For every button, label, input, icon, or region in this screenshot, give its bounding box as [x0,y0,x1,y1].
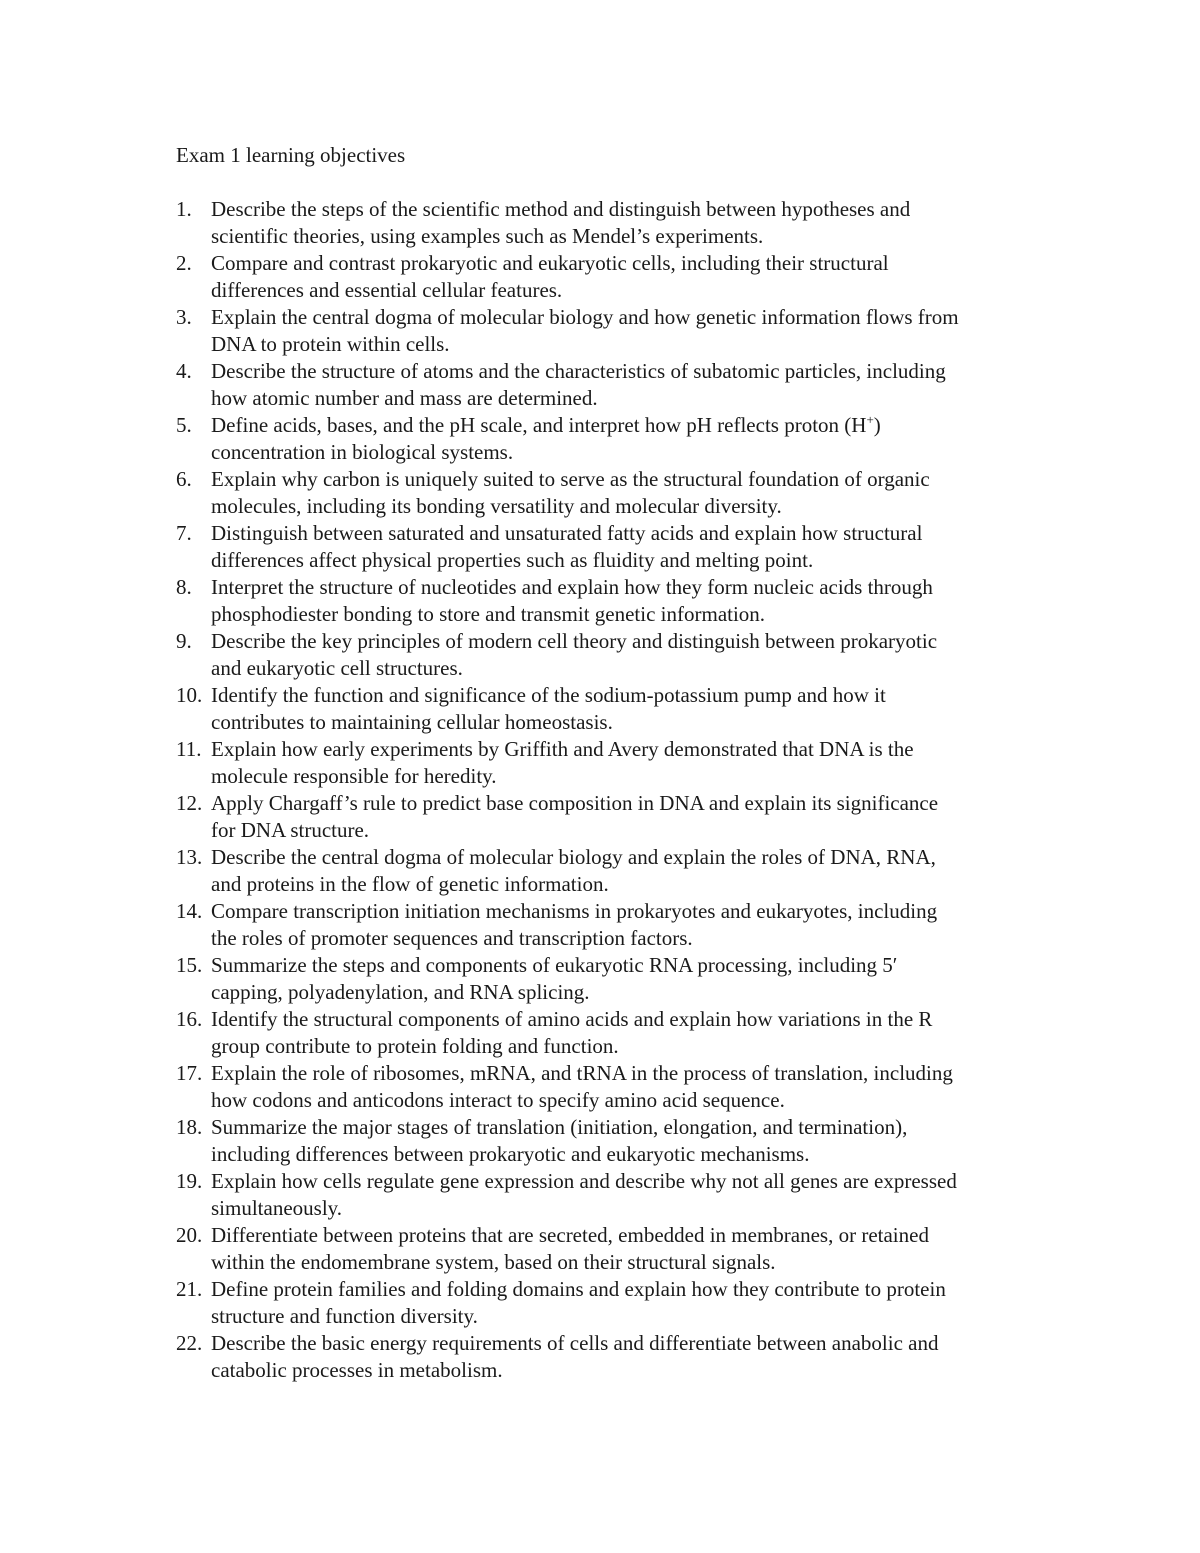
item-number: 20. [176,1223,203,1247]
list-item [176,1330,1056,1384]
list-item [176,1006,1056,1060]
list-item [176,1114,1056,1168]
item-text-line: Explain the role of ribosomes, mRNA, and tRNA in the process of translation, including [211,1061,953,1085]
list-item [176,1168,1056,1222]
item-text-line: Explain how early experiments by Griffith and Avery demonstrated that DNA is the [211,737,914,761]
item-text-line: Describe the structure of atoms and the characteristics of subatomic particles, including [211,359,946,383]
item-number: 17. [176,1061,203,1085]
item-number: 16. [176,1007,203,1031]
objectives-list [176,196,1056,1384]
item-text-line: Summarize the major stages of translation (initiation, elongation, and termination), [211,1115,908,1139]
item-number: 7. [176,521,192,545]
item-text-line: Identify the function and significance of the sodium-potassium pump and how it [211,683,886,707]
item-text-line: Compare and contrast prokaryotic and eukaryotic cells, including their structural [211,251,889,275]
item-text-line: differences and essential cellular features. [211,278,563,302]
item-text-line: Compare transcription initiation mechanisms in prokaryotes and eukaryotes, including [211,899,938,923]
item-text-line: structure and function diversity. [211,1304,478,1328]
list-item [176,466,1056,520]
item-text-line: Summarize the steps and components of eukaryotic RNA processing, including 5′ [211,953,898,977]
item-text-line: Identify the structural components of amino acids and explain how variations in the R [211,1007,933,1031]
item-text-line: and proteins in the flow of genetic information. [211,872,609,896]
list-item [176,304,1056,358]
list-item [176,898,1056,952]
item-number: 10. [176,683,203,707]
list-item [176,844,1056,898]
item-text-line: molecule responsible for heredity. [211,764,497,788]
item-text-line: Describe the key principles of modern cell theory and distinguish between prokaryotic [211,629,938,653]
item-text-line: how codons and anticodons interact to specify amino acid sequence. [211,1088,785,1112]
item-text-line: scientific theories, using examples such as Mendel’s experiments. [211,224,764,248]
list-item [176,1222,1056,1276]
item-text-line: differences affect physical properties such as fluidity and melting point. [211,548,814,572]
item-text-line: group contribute to protein folding and function. [211,1034,619,1058]
list-item [176,736,1056,790]
item-text-line: phosphodiester bonding to store and transmit genetic information. [211,602,766,626]
item-text-line: Explain why carbon is uniquely suited to serve as the structural foundation of organic [211,467,930,491]
list-item [176,358,1056,412]
item-text-line: simultaneously. [211,1196,343,1220]
item-text-segment: Define acids, bases, and the pH scale, and interpret how pH reflects proton (H [211,413,867,437]
item-text-line: within the endomembrane system, based on their structural signals. [211,1250,776,1274]
item-number: 14. [176,899,203,923]
item-number: 11. [176,737,202,761]
item-text-line: Describe the central dogma of molecular biology and explain the roles of DNA, RNA, [211,845,936,869]
item-text-line: the roles of promoter sequences and transcription factors. [211,926,693,950]
item-text-line: Explain how cells regulate gene expression and describe why not all genes are expressed [211,1169,957,1193]
item-number: 9. [176,629,192,653]
list-item [176,952,1056,1006]
list-item [176,682,1056,736]
list-item [176,790,1056,844]
list-item [176,1276,1056,1330]
item-text-line: Explain the central dogma of molecular biology and how genetic information flows from [211,305,959,329]
list-item [176,628,1056,682]
item-text-line: and eukaryotic cell structures. [211,656,463,680]
item-number: 2. [176,251,192,275]
list-item [176,250,1056,304]
item-text-line: how atomic number and mass are determined. [211,386,598,410]
item-text-line: capping, polyadenylation, and RNA splicing. [211,980,590,1004]
item-text-line: DNA to protein within cells. [211,332,450,356]
item-text-line: including differences between prokaryotic and eukaryotic mechanisms. [211,1142,810,1166]
item-number: 21. [176,1277,203,1301]
item-number: 1. [176,197,192,221]
item-number: 3. [176,305,192,329]
item-number: 15. [176,953,203,977]
item-text-segment: ) [873,413,881,437]
item-number: 4. [176,359,192,383]
item-text-line: Describe the steps of the scientific method and distinguish between hypotheses and [211,197,911,221]
superscript-plus: + [866,412,874,427]
item-text-line: catabolic processes in metabolism. [211,1358,503,1382]
item-text-line: Define protein families and folding domains and explain how they contribute to protein [211,1277,946,1301]
item-text-line: Interpret the structure of nucleotides and explain how they form nucleic acids through [211,575,933,599]
item-number: 6. [176,467,192,491]
item-text-line: concentration in biological systems. [211,440,514,464]
item-text-line: Describe the basic energy requirements of cells and differentiate between anabolic and [211,1331,939,1355]
item-number: 22. [176,1331,203,1355]
page-title: Exam 1 learning objectives [176,143,406,167]
item-number: 19. [176,1169,203,1193]
list-item [176,412,1056,466]
item-number: 18. [176,1115,203,1139]
item-text-line: molecules, including its bonding versatility and molecular diversity. [211,494,782,518]
list-item [176,196,1056,250]
item-text-line: Differentiate between proteins that are secreted, embedded in membranes, or retained [211,1223,929,1247]
item-number: 8. [176,575,192,599]
item-text-line: Distinguish between saturated and unsaturated fatty acids and explain how structural [211,521,923,545]
item-text-line: contributes to maintaining cellular homeostasis. [211,710,613,734]
item-number: 12. [176,791,203,815]
list-item [176,520,1056,574]
item-text-line: Apply Chargaff’s rule to predict base composition in DNA and explain its significance [211,791,939,815]
item-text-line [211,412,1056,439]
item-text-line: for DNA structure. [211,818,370,842]
list-item [176,574,1056,628]
item-number: 13. [176,845,203,869]
list-item [176,1060,1056,1114]
item-number: 5. [176,413,192,437]
